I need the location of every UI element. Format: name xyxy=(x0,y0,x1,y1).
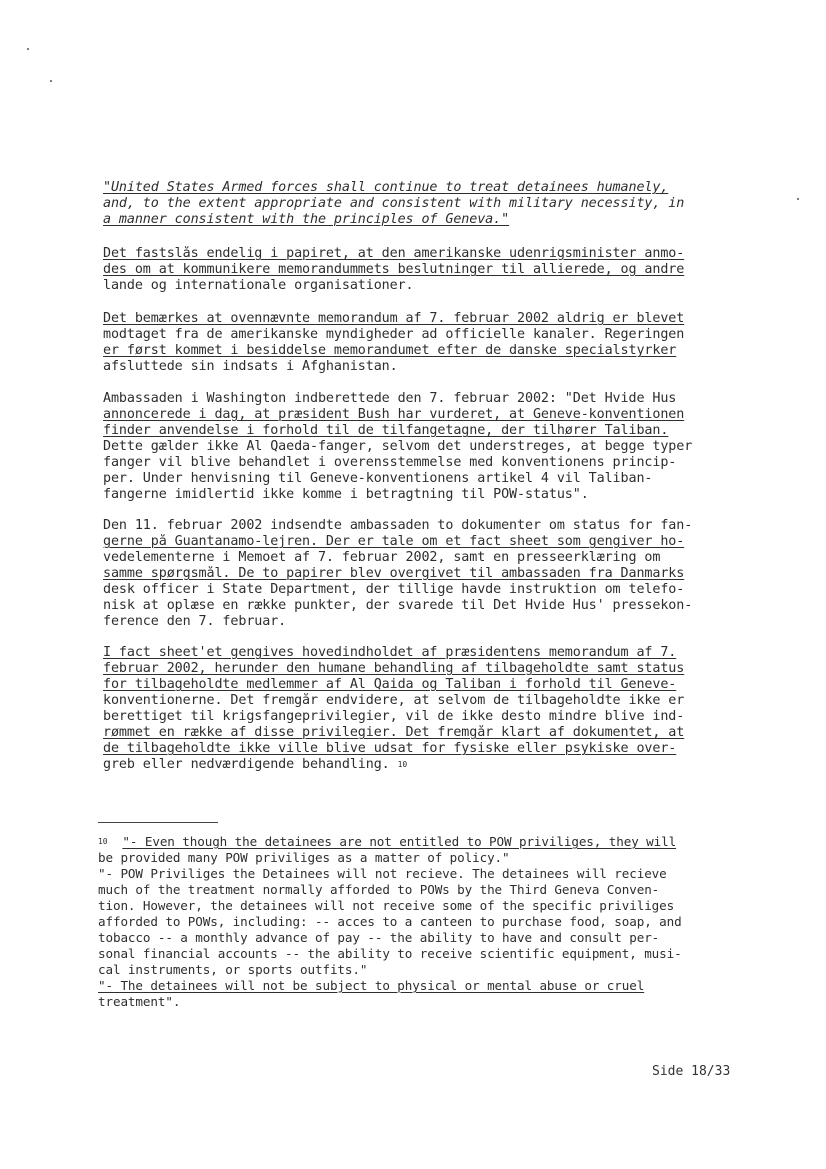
paragraph-line: modtaget fra de amerikanske myndigheder ad officielle kanaler. Regeringen xyxy=(103,327,685,342)
footnote-line: treatment". xyxy=(98,994,181,1009)
footnote-divider xyxy=(98,822,218,823)
paragraph-line: afsluttede sin indsats i Afghanistan. xyxy=(103,359,398,374)
footnote-line: tobacco -- a monthly advance of pay -- the ability to have and consult per- xyxy=(98,930,660,945)
paragraph-line: per. Under henvisning til Geneve-konventionens artikel 4 vil Taliban- xyxy=(103,471,653,486)
footnote-line-text: "- Even though the detainees are not entitled to POW priviliges, they will xyxy=(122,834,677,849)
paragraph-line: ference den 7. februar. xyxy=(103,614,287,629)
paragraph-line: des om at kommunikere memorandummets beslutninger til allierede, og andre xyxy=(103,262,685,277)
paragraph-line-text: greb eller nedværdigende behandling. xyxy=(103,757,390,772)
paragraph-line: finder anvendelse i forhold til de tilfangetagne, der tilhører Taliban. xyxy=(103,423,669,438)
footnote-line: be provided many POW priviliges as a matter of policy." xyxy=(98,850,510,865)
paragraph-line: fangerne imidlertid ikke komme i betragtning til POW-status". xyxy=(103,487,589,502)
paragraph-line: Ambassaden i Washington indberettede den 7. februar 2002: "Det Hvide Hus xyxy=(103,391,677,406)
scan-speck xyxy=(797,198,799,200)
paragraph-line: berettiget til krigsfangeprivilegier, vil de ikke desto mindre blive ind- xyxy=(103,709,685,724)
quote-line: a manner consistent with the principles of Geneva." xyxy=(103,212,510,227)
footnote-line: tion. However, the detainees will not receive some of the specific priviliges xyxy=(98,898,675,913)
scan-speck xyxy=(27,48,29,50)
footnote-line: "- POW Priviliges the Detainees will not recieve. The detainees will recieve xyxy=(98,866,667,881)
scan-speck xyxy=(50,80,52,82)
paragraph-line: Det fastslås endelig i papiret, at den amerikanske udenrigsminister anmo- xyxy=(103,246,685,261)
paragraph-line: de tilbageholdte ikke ville blive udsat for fysiske eller psykiske over- xyxy=(103,741,677,756)
paragraph-line: Det bemærkes at ovennævnte memorandum af 7. februar 2002 aldrig er blevet xyxy=(103,311,685,326)
paragraph-line: samme spørgsmål. De to papirer blev overgivet til ambassaden fra Danmarks xyxy=(103,566,685,581)
footnote-line: cal instruments, or sports outfits." xyxy=(98,962,368,977)
paragraph-line: annoncerede i dag, at præsident Bush har vurderet, at Geneve-konventionen xyxy=(103,407,685,422)
paragraph-line: konventionerne. Det fremgår endvidere, at selvom de tilbageholdte ikke er xyxy=(103,693,685,708)
paragraph-line: Den 11. februar 2002 indsendte ambassaden to dokumenter om status for fan- xyxy=(103,518,693,533)
paragraph-line: februar 2002, herunder den humane behandling af tilbageholdte samt status xyxy=(103,661,685,676)
footnote-line: "- The detainees will not be subject to physical or mental abuse or cruel xyxy=(98,978,645,993)
footnote-reference: 10 xyxy=(397,760,408,769)
paragraph-line: for tilbageholdte medlemmer af Al Qaida og Taliban i forhold til Geneve- xyxy=(103,677,677,692)
footnote-line xyxy=(98,834,738,850)
page-number: Side 18/33 xyxy=(652,1064,731,1079)
quote-line: and, to the extent appropriate and consistent with military necessity, in xyxy=(103,196,685,211)
paragraph-line: nisk at oplæse en række punkter, der svarede til Det Hvide Hus' pressekon- xyxy=(103,598,693,613)
paragraph-line: Dette gælder ikke Al Qaeda-fanger, selvom det understreges, at begge typer xyxy=(103,439,693,454)
quote-line: "United States Armed forces shall continue to treat detainees humanely, xyxy=(103,180,669,195)
footnote-line: much of the treatment normally afforded to POWs by the Third Geneva Conven- xyxy=(98,882,660,897)
paragraph-line: lande og internationale organisationer. xyxy=(103,278,414,293)
footnote-number: 10 xyxy=(98,837,108,846)
paragraph-line xyxy=(103,757,733,773)
paragraph-line: fanger vil blive behandlet i overensstemmelse med konventionens princip- xyxy=(103,455,677,470)
paragraph-line: desk officer i State Department, der tillige havde instruktion om telefo- xyxy=(103,582,685,597)
paragraph-line: vedelementerne i Memoet af 7. februar 2002, samt en presseerklæring om xyxy=(103,550,661,565)
footnote-line: afforded to POWs, including: -- acces to a canteen to purchase food, soap, and xyxy=(98,914,682,929)
paragraph-line: rømmet en række af disse privilegier. Det fremgår klart af dokumentet, at xyxy=(103,725,685,740)
footnote-line: sonal financial accounts -- the ability to receive scientific equipment, musi- xyxy=(98,946,682,961)
paragraph-line: er først kommet i besiddelse memorandumet efter de danske specialstyrker xyxy=(103,343,677,358)
paragraph-line: gerne på Guantanamo-lejren. Der er tale om et fact sheet som gengiver ho- xyxy=(103,534,685,549)
paragraph-line: I fact sheet'et gengives hovedindholdet af præsidentens memorandum af 7. xyxy=(103,645,677,660)
